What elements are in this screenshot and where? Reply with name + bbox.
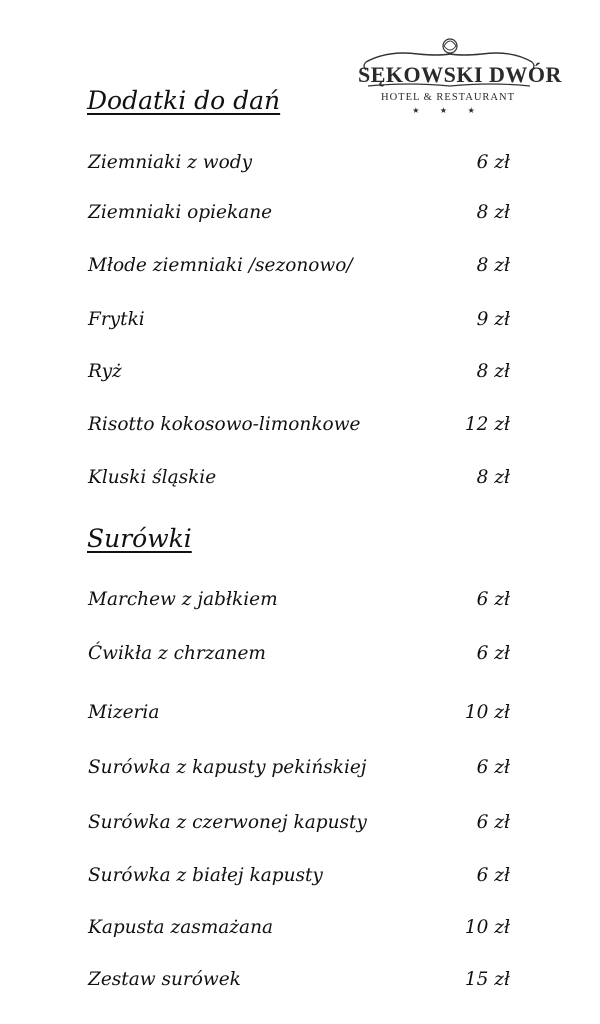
menu-item-name: Frytki (88, 309, 145, 330)
menu-item-name: Marchew z jabłkiem (88, 589, 278, 610)
menu-item-name: Ziemniaki z wody (88, 152, 253, 173)
menu-item-name: Mizeria (88, 702, 160, 723)
menu-item-price: 12 zł (464, 414, 510, 435)
menu-item-price: 8 zł (476, 202, 510, 223)
menu-item (88, 414, 518, 444)
section-title-surowki: Surówki (87, 524, 192, 553)
menu-item (88, 865, 518, 895)
menu-item-name: Młode ziemniaki /sezonowo/ (88, 255, 353, 276)
logo-stars: ★ ★ ★ (412, 106, 484, 115)
menu-item (88, 202, 518, 232)
menu-item-price: 10 zł (464, 702, 510, 723)
menu-item-price: 15 zł (464, 969, 510, 990)
menu-item-price: 8 zł (476, 255, 510, 276)
menu-item-price: 10 zł (464, 917, 510, 938)
menu-item (88, 309, 518, 339)
menu-item (88, 757, 518, 787)
menu-item (88, 152, 518, 182)
menu-item-price: 6 zł (476, 812, 510, 833)
logo-subtitle: HOTEL & RESTAURANT (380, 92, 515, 103)
menu-item (88, 917, 518, 947)
menu-item-price: 6 zł (476, 643, 510, 664)
menu-item (88, 969, 518, 999)
menu-item-name: Ziemniaki opiekane (88, 202, 273, 223)
menu-item-name: Risotto kokosowo-limonkowe (88, 414, 361, 435)
menu-item (88, 361, 518, 391)
menu-item (88, 702, 518, 732)
section-title-dodatki: Dodatki do dań (87, 86, 281, 115)
menu-item-name: Kapusta zasmażana (88, 917, 274, 938)
menu-item (88, 589, 518, 619)
menu-item-price: 6 zł (476, 152, 510, 173)
menu-item-name: Ryż (88, 361, 122, 382)
menu-item (88, 467, 518, 497)
logo-name: SĘKOWSKI DWÓR (358, 62, 562, 87)
menu-item (88, 812, 518, 842)
menu-item (88, 643, 518, 673)
menu-item-price: 6 zł (476, 589, 510, 610)
menu-item-name: Kluski śląskie (88, 467, 217, 488)
menu-item-price: 8 zł (476, 467, 510, 488)
menu-item-price: 6 zł (476, 865, 510, 886)
menu-item-name: Surówka z czerwonej kapusty (88, 812, 367, 833)
menu-item (88, 255, 518, 285)
menu-item-name: Surówka z białej kapusty (88, 865, 323, 886)
menu-item-name: Zestaw surówek (88, 969, 241, 990)
restaurant-logo (358, 32, 562, 118)
menu-item-name: Ćwikła z chrzanem (88, 643, 266, 664)
menu-item-price: 6 zł (476, 757, 510, 778)
menu-item-price: 8 zł (476, 361, 510, 382)
menu-item-price: 9 zł (476, 309, 510, 330)
menu-item-name: Surówka z kapusty pekińskiej (88, 757, 367, 778)
